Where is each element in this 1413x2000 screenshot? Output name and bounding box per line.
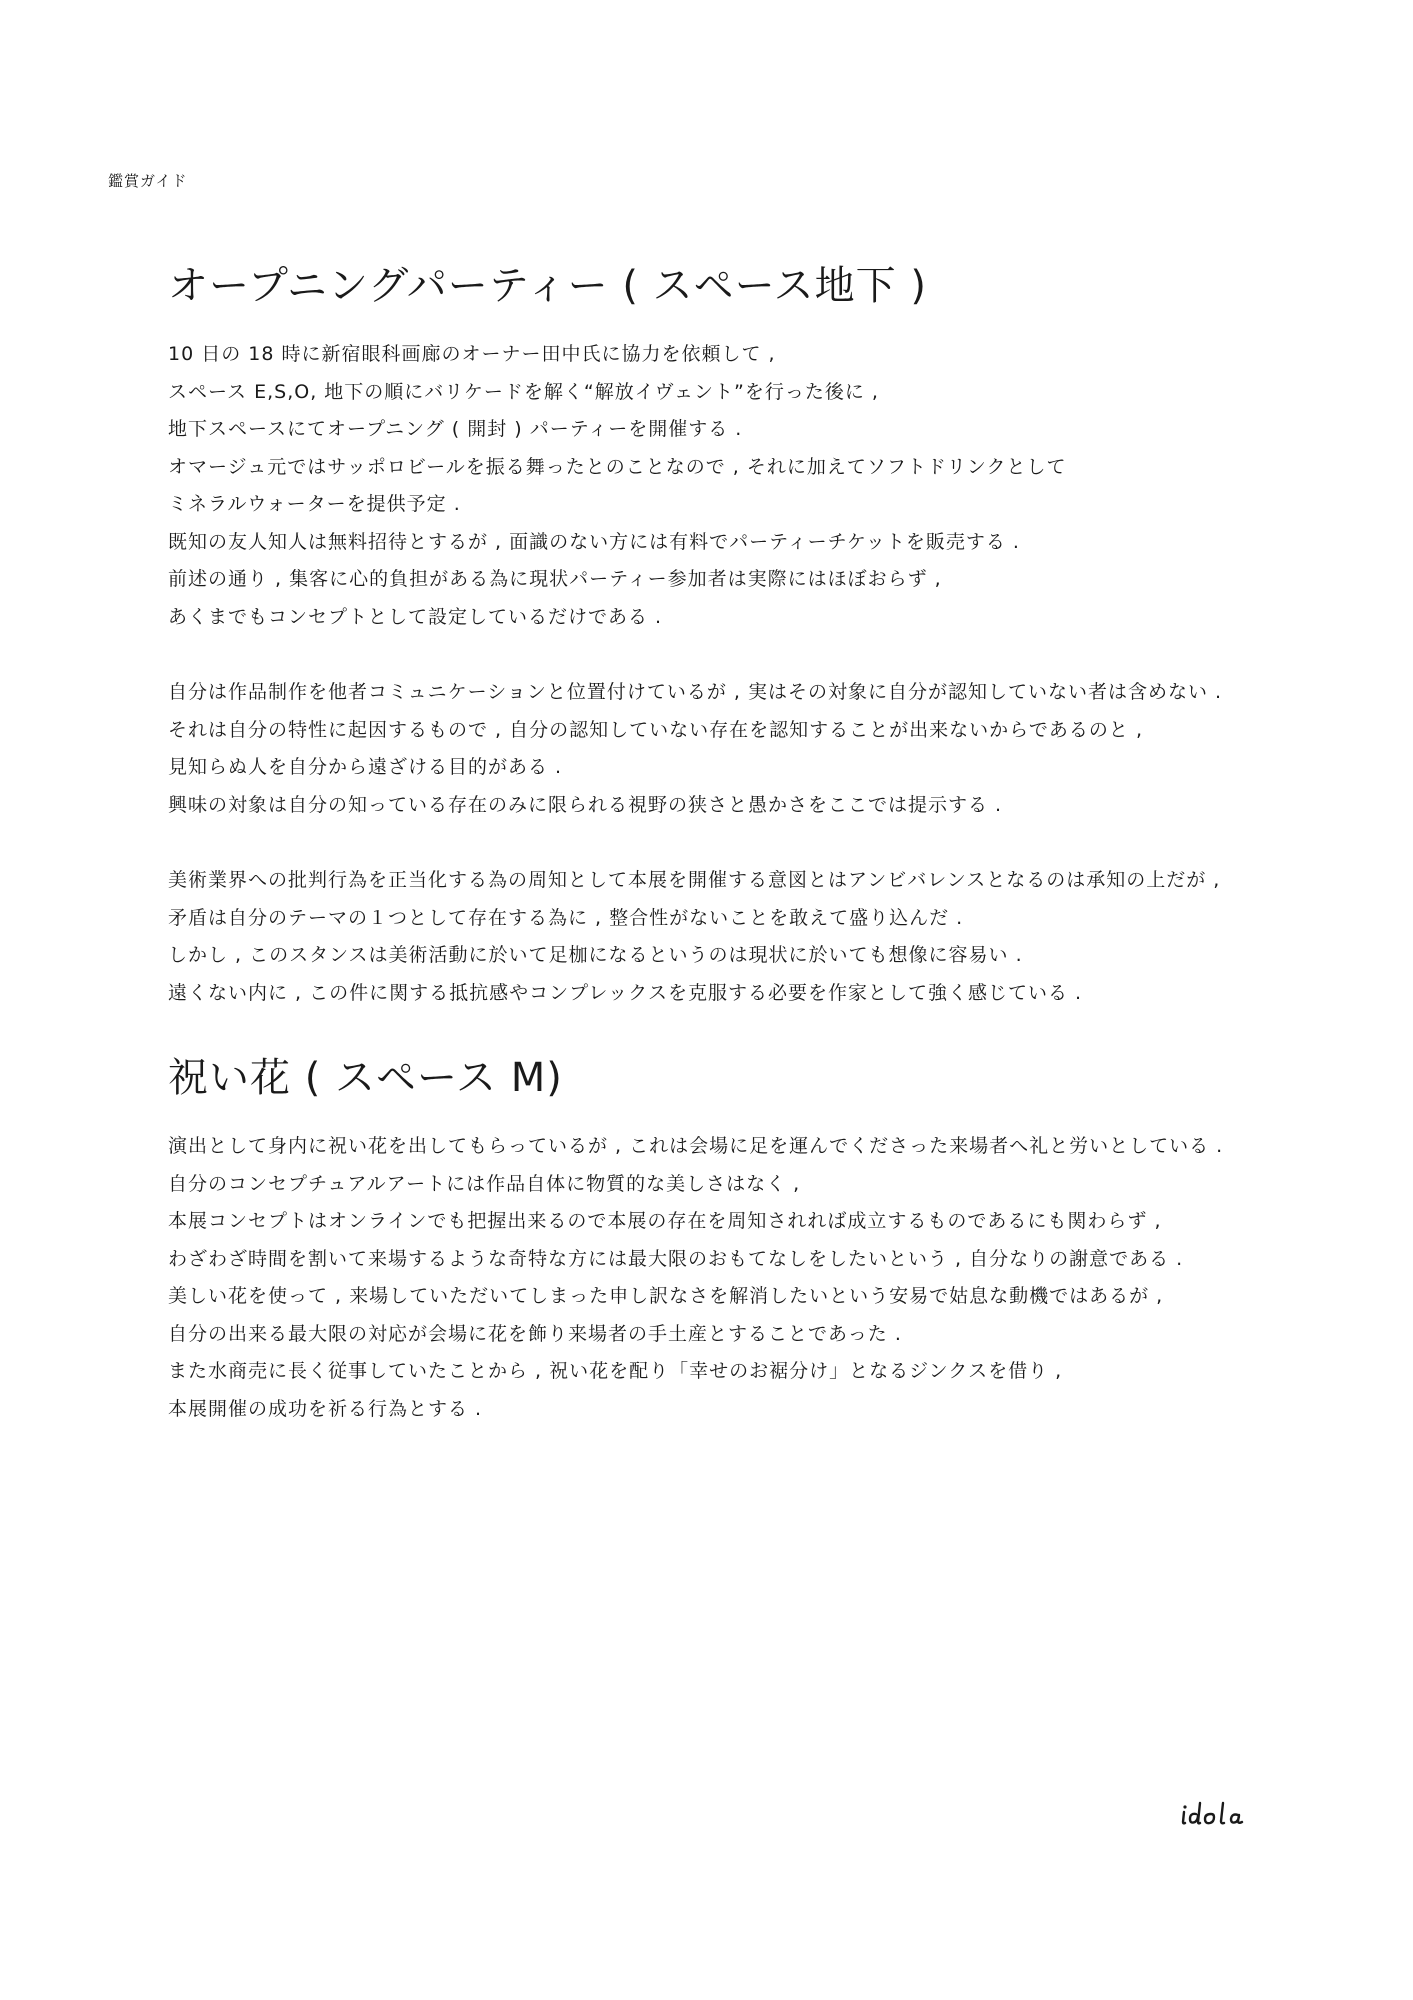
paragraph: [168, 1128, 1348, 1428]
section-title: オープニングパーティー ( スペース地下 ): [168, 263, 927, 309]
section-celebration-flowers: [168, 1050, 1348, 1428]
section-title: 祝い花 ( スペース M): [168, 1055, 563, 1101]
text-line: 地下スペースにてオープニング ( 開封 ) パーティーを開催する .: [168, 418, 743, 440]
text-line: 自分は作品制作を他者コミュニケーションと位置付けているが , 実はその対象に自分が認知していない者は含めない .: [168, 681, 1223, 703]
text-line: 美しい花を使って , 来場していただいてしまった申し訳なさを解消したいという安易で姑息な動機ではあるが ,: [168, 1285, 1164, 1307]
text-line: 演出として身内に祝い花を出してもらっているが , これは会場に足を運んでくださった来場者へ礼と労いとしている .: [168, 1135, 1224, 1157]
text-line: 既知の友人知人は無料招待とするが , 面識のない方には有料でパーティーチケットを販売する .: [168, 530, 1020, 553]
text-line: 矛盾は自分のテーマの１つとして存在する為に , 整合性がないことを敢えて盛り込んだ .: [168, 906, 964, 929]
text-line: 自分の出来る最大限の対応が会場に花を飾り来場者の手土産とすることであった .: [168, 1322, 902, 1345]
text-line: 本展コンセプトはオンラインでも把握出来るので本展の存在を周知されれば成立するものであるにも関わらず ,: [168, 1210, 1162, 1232]
text-line: しかし , このスタンスは美術活動に於いて足枷になるというのは現状に於いても想像に容易い .: [168, 944, 1023, 966]
document-body: [168, 258, 1348, 1466]
text-line: 興味の対象は自分の知っている存在のみに限られる視野の狭さと愚かさをここでは提示する .: [168, 793, 1003, 816]
text-line: 自分のコンセプチュアルアートには作品自体に物質的な美しさはなく ,: [168, 1172, 801, 1195]
text-line: 美術業界への批判行為を正当化する為の周知として本展を開催する意図とはアンビバレンスとなるのは承知の上だが ,: [168, 869, 1221, 891]
paragraph: [168, 674, 1348, 824]
text-line: それは自分の特性に起因するもので , 自分の認知していない存在を認知することが出来ないからであるのと ,: [168, 718, 1144, 741]
text-line: あくまでもコンセプトとして設定しているだけである .: [168, 605, 663, 628]
text-line: 本展開催の成功を祈る行為とする .: [168, 1397, 483, 1420]
text-line: 遠くない内に , この件に関する抵抗感やコンプレックスを克服する必要を作家として強く感じている .: [168, 981, 1083, 1004]
text-line: わざわざ時間を割いて来場するような奇特な方には最大限のおもてなしをしたいという , 自分なりの謝意である .: [168, 1247, 1184, 1270]
text-line: また水商売に長く従事していたことから , 祝い花を配り「幸せのお裾分け」となるジンクスを借り ,: [168, 1360, 1063, 1382]
text-line: ミネラルウォーターを提供予定 .: [168, 493, 461, 515]
header-label: 鑑賞ガイド: [108, 172, 188, 190]
section-opening-party: [168, 258, 1348, 1012]
text-line: 前述の通り , 集客に心的負担がある為に現状パーティー参加者は実際にはほぼおらず ,: [168, 568, 942, 590]
text-line: スペース E,S,O, 地下の順にバリケードを解く“解放イヴェント”を行った後に ,: [168, 380, 879, 403]
text-line: 10 日の 18 時に新宿眼科画廊のオーナー田中氏に協力を依頼して ,: [168, 343, 776, 365]
text-line: オマージュ元ではサッポロビールを振る舞ったとのことなので , それに加えてソフトドリンクとして: [168, 455, 1067, 478]
paragraph: [168, 862, 1348, 1012]
paragraph: [168, 336, 1348, 636]
idola-logo: [1180, 1800, 1266, 1830]
text-line: 見知らぬ人を自分から遠ざける目的がある .: [168, 756, 563, 778]
